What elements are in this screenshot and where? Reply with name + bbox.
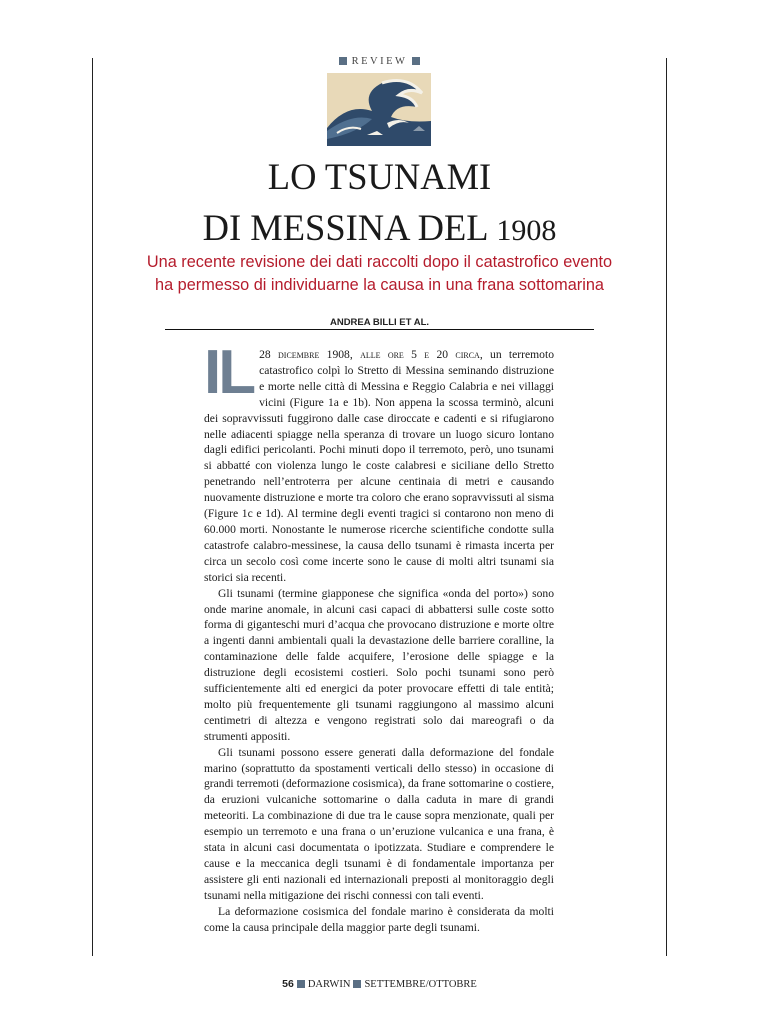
- title-line-2: [0, 202, 759, 256]
- square-bullet-icon: [297, 980, 305, 988]
- issue-date: SETTEMBRE/OTTOBRE: [364, 979, 477, 990]
- page-number: 56: [282, 978, 294, 990]
- paragraph-1-text: , un terremoto catastrofico colpì lo Stretto di Messina seminando distruzione e morte nelle città di Messina e Reggio Calabria e nei villaggi vicini (Figure 1a e 1b). Non appena la scossa terminò, alcuni dei sopravvissuti fuggirono dalle case diroccate e cadenti e si rifugiarono nelle adiacenti spiagge nella speranza di trovare un luogo sicuro lontano dagli edifici pericolanti. Pochi minuti dopo il terremoto, però, uno tsunami si abbatté con violenza lungo le coste calabresi e siciliane dello Stretto penetrando nell’entroterra per alcune centinaia di metri e causando nuovamente distruzione e morte tra coloro che erano sopravvissuti al sisma (Figure 1c e 1d). Al termine degli eventi tragici si contarono non meno di 60.000 morti. Nonostante le numerose ricerche scientifiche condotte sulla catastrofe calabro-messinese, la causa dello tsunami è rimasta incerta per circa un secolo così come incerte sono le cause di molti altri tsunami sia storici sia recenti.: [204, 348, 555, 584]
- author-rule: [165, 329, 594, 330]
- title-line-1: LO TSUNAMI: [267, 156, 492, 197]
- paragraph-2: Gli tsunami (termine giapponese che significa «onda del porto») sono onde marine anomale, in alcuni casi capaci di abbattersi sulle coste sotto forma di giganteschi muri d’acqua che provocano distruzione e morte oltre a ingenti danni ambientali quali la devastazione delle barriere coralline, la contaminazione delle falde acquifere, l’erosione delle spiagge e la distruzione degli ecosistemi costieri. Solo pochi tsunami sono però sufficientemente alti ed energici da poter provocare effetti di tale entità; molto più frequentemente gli tsunami raggiungono al massimo alcuni centimetri di altezza e vengono registrati solo dai mareografi o da strumenti appositi.: [204, 586, 554, 743]
- lead-in: 28 dicembre 1908, alle ore 5 e 20 circa: [259, 348, 480, 361]
- magazine-name: DARWIN: [307, 979, 351, 990]
- square-bullet-icon: [412, 57, 420, 65]
- paragraph-4: La deformazione cosismica del fondale marino è considerata da molti come la causa principale della maggior parte degli tsunami.: [204, 904, 554, 934]
- article-subtitle: [0, 251, 759, 297]
- subtitle-line-2: ha permesso di individuarne la causa in una frana sottomarina: [155, 276, 604, 294]
- square-bullet-icon: [339, 57, 347, 65]
- great-wave-illustration: [327, 73, 431, 146]
- page-footer: [0, 978, 759, 990]
- paragraph-3: Gli tsunami possono essere generati dalla deformazione del fondale marino (soprattutto da spostamenti verticali dello stesso) in occasione di grandi terremoti (deformazione cosismica), da frane sottomarine o costiere, da eruzioni vulcaniche sottomarine o dalla caduta in mare di grandi meteoriti. La combinazione di due tra le cause sopra menzionate, quali per esempio un terremoto e una frana o un’eruzione vulcanica e una frana, è stata in alcuni casi documentata o ipotizzata. Studiare e comprendere le cause e la meccanica degli tsunami è di fondamentale importanza per assistere gli enti nazionali ed internazionali preposti al monitoraggio degli tsunami nella mitigazione dei rischi connessi con tali eventi.: [204, 745, 554, 902]
- article-body: [204, 338, 555, 936]
- title-year: 1908: [496, 214, 557, 247]
- article-title: [0, 151, 759, 256]
- square-bullet-icon: [353, 980, 361, 988]
- subtitle-line-1: Una recente revisione dei dati raccolti dopo il catastrofico evento: [146, 253, 613, 271]
- section-label: [0, 56, 759, 67]
- title-line-2-text: DI MESSINA DEL: [202, 207, 488, 248]
- paragraph-1: [204, 338, 555, 586]
- section-label-text: REVIEW: [351, 56, 408, 67]
- drop-cap: IL: [204, 338, 254, 407]
- author-byline: ANDREA BILLI ET AL.: [329, 317, 430, 328]
